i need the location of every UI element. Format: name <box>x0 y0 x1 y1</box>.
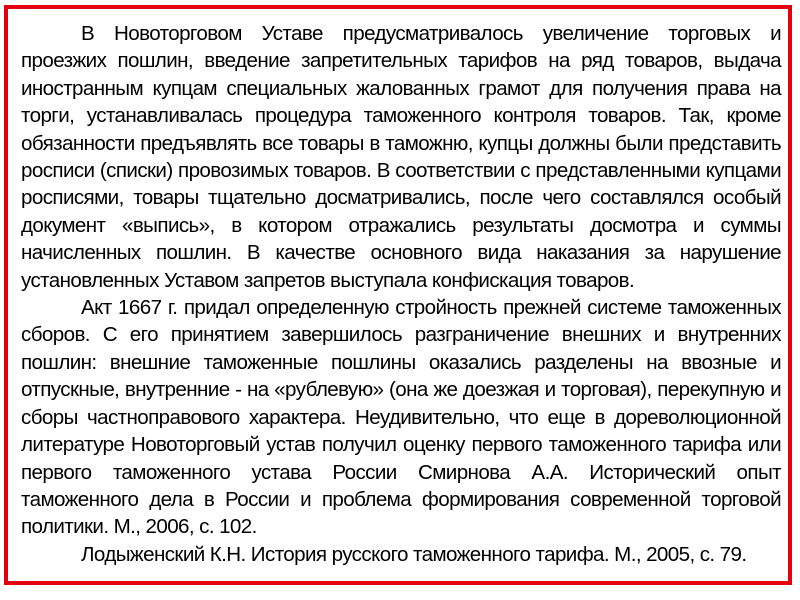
document-text <box>21 20 781 568</box>
paragraph-novotorgovy-ustav: В Новоторговом Уставе предусматривалось увеличение торговых и проезжих пошлин, введение запретительных тарифов на ряд товаров, выдача иностранным купцам специальных жалованных грамот для получения права на торги, устанавливалась процедура таможенного контроля товаров. Так, кроме обязанности предъявлять все товары в таможню, купцы должны были представить росписи (списки) провозимых товаров. В соответствии с представленными купцами росписями, товары тщательно досматривались, после чего составлялся особый документ «выпись», в котором отражались результаты досмотра и суммы начисленных пошлин. В качестве основного вида наказания за нарушение установленных Уставом запретов выступала конфискация товаров. <box>21 22 781 292</box>
citation-footnote: Лодыженский К.Н. История русского таможенного тарифа. М., 2005, с. 79. <box>81 542 747 566</box>
paragraph-act-1667: Акт 1667 г. придал определенную стройность прежней системе таможенных сборов. С его принятием завершилось разграничение внешних и внутренних пошлин: внешние таможенные пошлины оказались разделены на ввозные и отпускные, внутренние - на «рублевую» (она же доезжая и торговая), перекупную и сборы частноправового характера. Неудивительно, что еще в дореволюционной литературе Новоторговый устав получил оценку первого таможенного тарифа или первого таможенного устава России Смирнова А.А. Исторический опыт таможенного дела в России и проблема формирования современной торговой политики. М., 2006, с. 102. <box>21 296 781 539</box>
